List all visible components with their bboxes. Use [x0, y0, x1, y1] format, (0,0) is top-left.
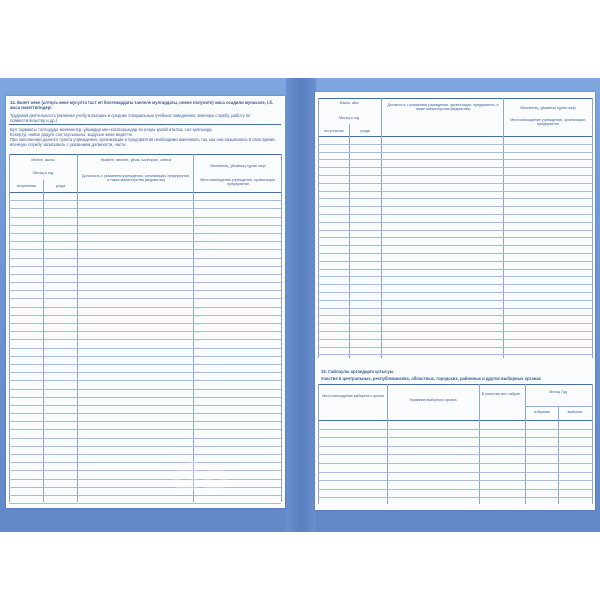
note-3: Ескертуi, новое дадуге сон таусылысы, кырусын жеке видеттiк — [10, 132, 132, 137]
org-header: Должность с указанием учреждения, организации, предприятия, а также министерства (ведомства) — [82, 174, 190, 183]
table-row — [318, 176, 592, 184]
table-row — [318, 184, 592, 192]
table-row — [9, 365, 281, 373]
col2-header: Название выборного органа — [409, 398, 457, 402]
table-row — [318, 168, 592, 176]
table-row — [9, 291, 281, 299]
right-table-rows — [318, 137, 592, 355]
table-row — [9, 390, 281, 398]
table-row — [9, 463, 281, 471]
table-row — [9, 316, 281, 324]
table-row — [318, 430, 592, 439]
date-header: Месяц и год — [338, 116, 360, 120]
right-page — [315, 92, 595, 510]
table-row — [9, 373, 281, 381]
divider — [9, 124, 281, 125]
table-row — [9, 422, 281, 430]
table-row — [9, 209, 281, 217]
table-row — [318, 137, 592, 145]
table-row — [318, 215, 592, 223]
section-15-table-top — [318, 384, 592, 385]
table-top — [9, 154, 281, 155]
table-row — [9, 308, 281, 316]
table-row — [318, 246, 592, 254]
table-row — [318, 421, 592, 430]
col-line — [592, 98, 593, 358]
table-row — [318, 324, 592, 332]
place-kz-header: Мекеменің, ұйымның тұрған жері — [210, 164, 266, 168]
table-row — [318, 438, 592, 447]
exit-header: ухода — [55, 184, 66, 188]
exit-header: ухода — [360, 129, 370, 133]
table-row — [9, 480, 281, 488]
table-row — [318, 262, 592, 270]
table-row — [318, 293, 592, 301]
table-row — [9, 299, 281, 307]
table-row — [9, 226, 281, 234]
date-kz-header: Жылы, айы — [339, 101, 359, 105]
entry-header: вступления — [324, 129, 344, 133]
date-header: Месяц и год — [32, 171, 54, 175]
table-row — [9, 340, 281, 348]
section-15-subtitle: Участие в центральных, республиканских, областных, городских, районных и других выборных органах — [321, 376, 542, 381]
table-row — [9, 406, 281, 414]
left-table-rows — [9, 193, 281, 504]
org-header: Должность с указанием учреждения, организации, предприятия, а также министерства (ведомства) — [387, 103, 499, 112]
org-kz-header: Қызметі, мекеме, ұйым, кәсіпорын, совхоз — [100, 158, 172, 162]
left-page — [6, 96, 285, 508]
table-row — [318, 309, 592, 317]
note-2: Бул тармакты толтыруда мекемелер, ұйымдар мен кәсіпорындар өз атауы қалай аталса, сол қалпында — [10, 127, 212, 132]
table-row — [318, 490, 592, 499]
table-row — [318, 481, 592, 490]
table-row — [318, 316, 592, 324]
col4a-header: избрания — [534, 410, 550, 414]
table-row — [318, 145, 592, 153]
place-kz-header: Мекеменің, ұйымның тұрған жері — [520, 106, 576, 110]
place-header: Местонахождение учреждения, организации, предприятия — [510, 118, 586, 127]
table-row — [9, 381, 281, 389]
table-row — [318, 270, 592, 278]
table-row — [9, 275, 281, 283]
table-row — [9, 250, 281, 258]
table-row — [318, 153, 592, 161]
section-15-rows — [318, 421, 592, 498]
date-kz-header: Мезгілі, жылы — [31, 158, 55, 162]
table-row — [9, 193, 281, 201]
table-row — [318, 223, 592, 231]
table-row — [9, 201, 281, 209]
table-top — [318, 98, 592, 99]
table-row — [318, 447, 592, 456]
table-row — [9, 242, 281, 250]
table-row — [318, 254, 592, 262]
col-line — [281, 154, 282, 502]
table-row — [318, 285, 592, 293]
table-row — [9, 414, 281, 422]
table-row — [318, 231, 592, 239]
book-spine — [286, 78, 316, 532]
table-row — [318, 238, 592, 246]
table-row — [9, 218, 281, 226]
note-1: Трудовая деятельность (включая учебу в высших и средних специальных учебных заведениях, военную службу, работу по совместительству и др.) — [10, 113, 251, 123]
col4b-header: выбытия — [567, 410, 583, 414]
table-row — [9, 447, 281, 455]
table-row — [318, 277, 592, 285]
note-4: При заполнении данного пункта учреждения, организации и предприятия необходимо именовать так, как они назывались в свое время, военную службу записывать с указанием должности, части. — [10, 137, 276, 147]
table-row — [9, 430, 281, 438]
table-row — [9, 488, 281, 496]
table-row — [318, 473, 592, 482]
entry-header: вступления — [16, 184, 37, 188]
table-row — [318, 332, 592, 340]
table-row — [9, 234, 281, 242]
table-row — [318, 207, 592, 215]
table-row — [9, 398, 281, 406]
table-row — [9, 259, 281, 267]
table-row — [9, 357, 281, 365]
col4-header: Месяц Год — [549, 390, 567, 394]
table-row — [9, 496, 281, 504]
col-line — [592, 384, 593, 504]
table-row — [9, 332, 281, 340]
section-15-title: 15. Сайлаулы органдарға қатысуы — [321, 369, 394, 374]
table-row — [9, 455, 281, 463]
table-row — [9, 283, 281, 291]
table-row — [9, 324, 281, 332]
table-row — [318, 340, 592, 348]
col1-header: Местонахождение выборного органа — [322, 394, 384, 398]
table-row — [9, 267, 281, 275]
section-14-title: 14. Билет жеке (алтеръ жеке мусулта таст еп болгенардагы таелеле мулгардагы, новое получите) жаса осадили мунахале, і.б. жаса ичкеттигіндерi — [10, 100, 274, 110]
table-row — [9, 471, 281, 479]
table-row — [318, 464, 592, 473]
table-row — [318, 301, 592, 309]
table-row — [318, 455, 592, 464]
table-row — [318, 348, 592, 356]
subheader-line — [525, 406, 592, 407]
table-row — [318, 192, 592, 200]
watermark: do — [172, 455, 231, 501]
table-row — [318, 199, 592, 207]
place-header: Местонахождение учреждения, организации, предприятия — [200, 178, 276, 187]
col3-header: В качестве кого избран — [481, 392, 521, 396]
table-row — [9, 439, 281, 447]
table-row — [318, 160, 592, 168]
table-row — [9, 349, 281, 357]
